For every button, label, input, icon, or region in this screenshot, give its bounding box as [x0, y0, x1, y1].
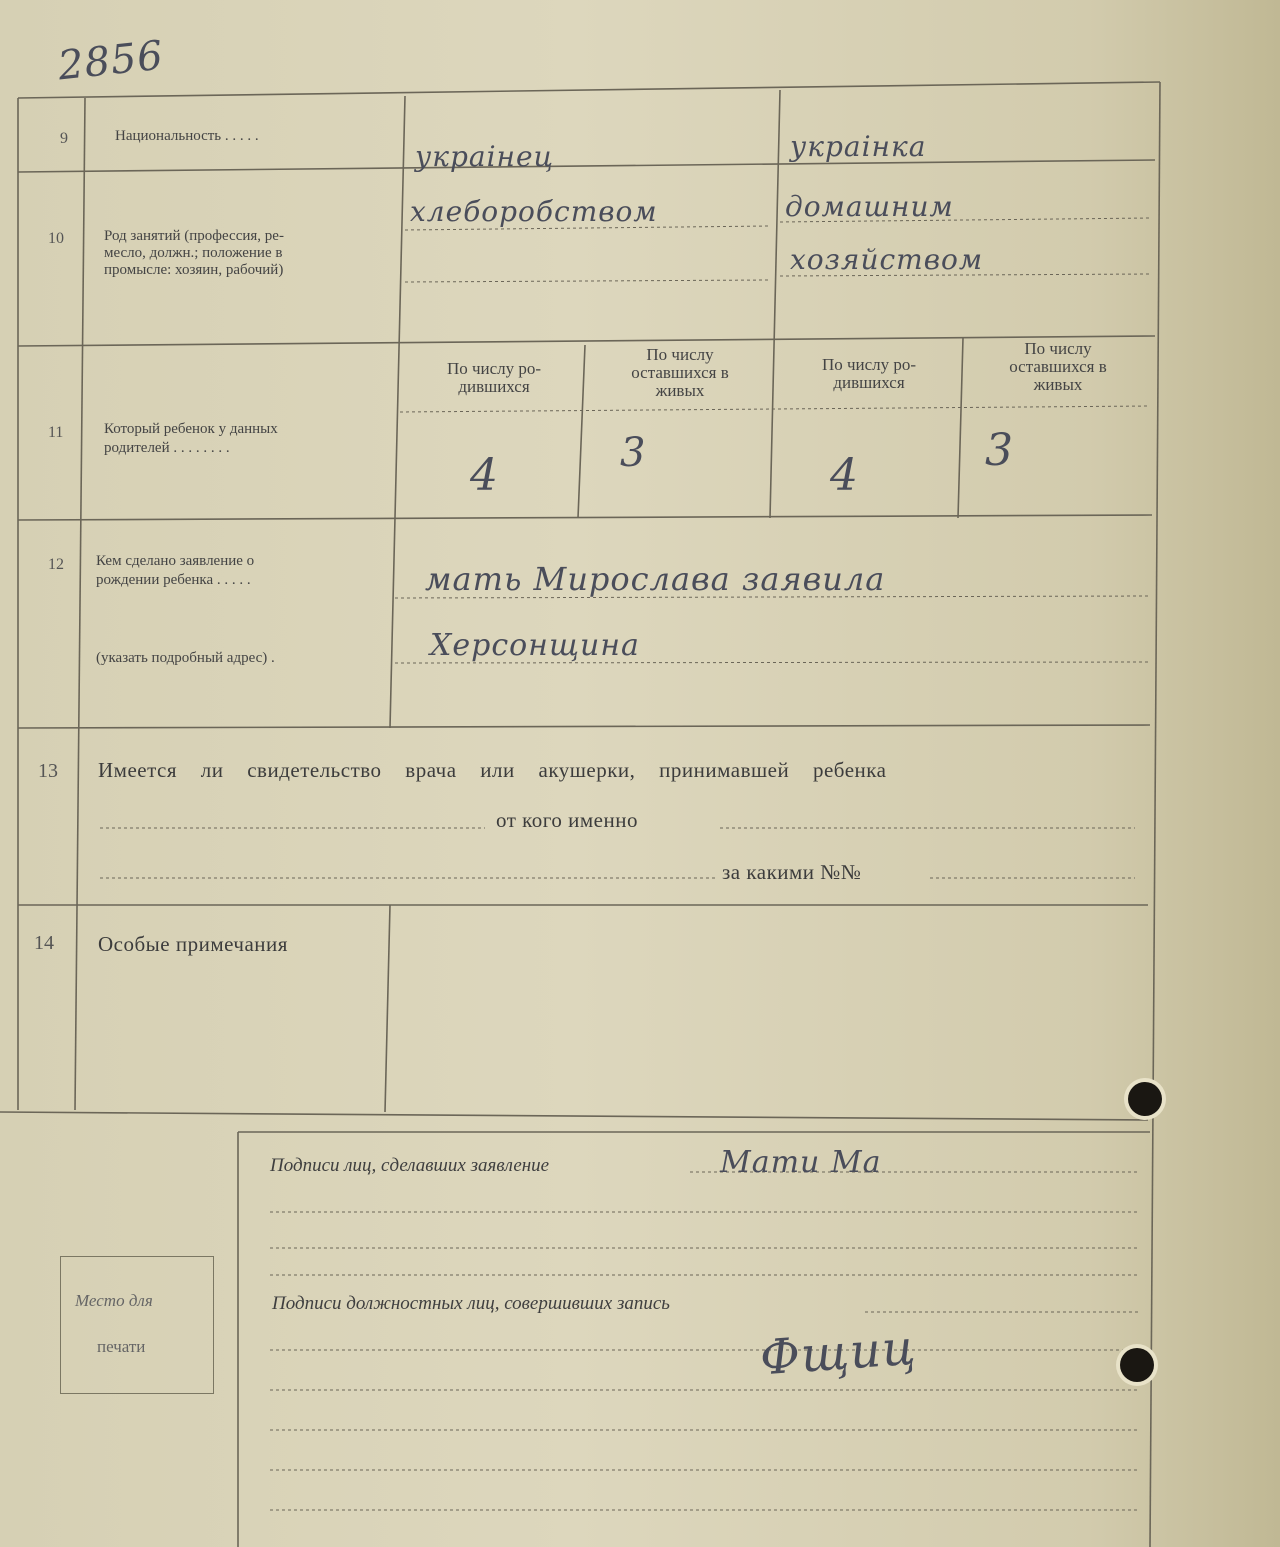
row-number: 9: [60, 130, 68, 147]
mother-occupation-line2: хозяйством: [790, 243, 984, 276]
row-number: 12: [48, 556, 64, 573]
official-signatures-label: Подписи должностных лиц, совершивших запись: [272, 1293, 670, 1314]
father-child-alive-count: 3: [620, 430, 647, 476]
father-child-born-count: 4: [470, 450, 499, 501]
field-label-nationality: Национальность . . . . .: [115, 128, 259, 144]
mother-child-born-count: 4: [830, 450, 859, 501]
field-label-child-order: Который ребенок у данных родителей . . . . . . . .: [104, 421, 278, 456]
row-number: 13: [38, 760, 58, 782]
father-occupation: хлеборобством: [410, 195, 658, 228]
mother-nationality: украінка: [790, 130, 927, 163]
declarant-name: мать Мирослава заявила: [425, 560, 886, 598]
stamp-label-line1: Место для: [75, 1291, 153, 1310]
declarant-address: Херсонщина: [430, 628, 640, 663]
applicant-signature: Мати Ма: [720, 1145, 882, 1180]
mother-child-alive-count: 3: [985, 425, 1014, 476]
field-label-certificate: Имеется ли свидетельство врача или акушерки, принимавшей ребенка: [98, 758, 887, 782]
row-number: 14: [34, 932, 54, 954]
column-header-born: По числу ро- дившихся: [446, 359, 542, 396]
field-label-notes: Особые примечания: [98, 932, 288, 956]
punch-hole-bottom: [1120, 1348, 1154, 1382]
punch-hole-top: [1128, 1082, 1162, 1116]
column-header-born-mother: По числу ро- дившихся: [821, 355, 917, 392]
column-header-alive: По числу оставшихся в живых: [631, 345, 729, 400]
mother-occupation-line1: домашним: [785, 190, 954, 223]
father-nationality: украінец: [415, 140, 555, 173]
applicant-signatures-label: Подписи лиц, сделавших заявление: [270, 1155, 550, 1176]
column-header-alive-mother: По числу оставшихся в живых: [1009, 339, 1107, 394]
official-signature: Фщиц: [758, 1319, 919, 1387]
handwritten-page-number: 2856: [55, 32, 166, 90]
field-label-numbers: за какими №№: [722, 860, 862, 884]
row-number: 10: [48, 230, 64, 247]
stamp-placeholder-box: [60, 1256, 214, 1394]
field-label-from-whom: от кого именно: [496, 808, 638, 832]
stamp-label-line2: печати: [97, 1337, 146, 1356]
row-number: 11: [48, 424, 64, 441]
field-label-occupation: Род занятий (профессия, ре- месло, должн.; положение в промысле: хозяин, рабочий): [104, 228, 284, 278]
field-label-declarant: Кем сделано заявление о рождении ребенка . . . . .: [96, 553, 255, 588]
field-label-address: (указать подробный адрес) .: [96, 650, 275, 666]
